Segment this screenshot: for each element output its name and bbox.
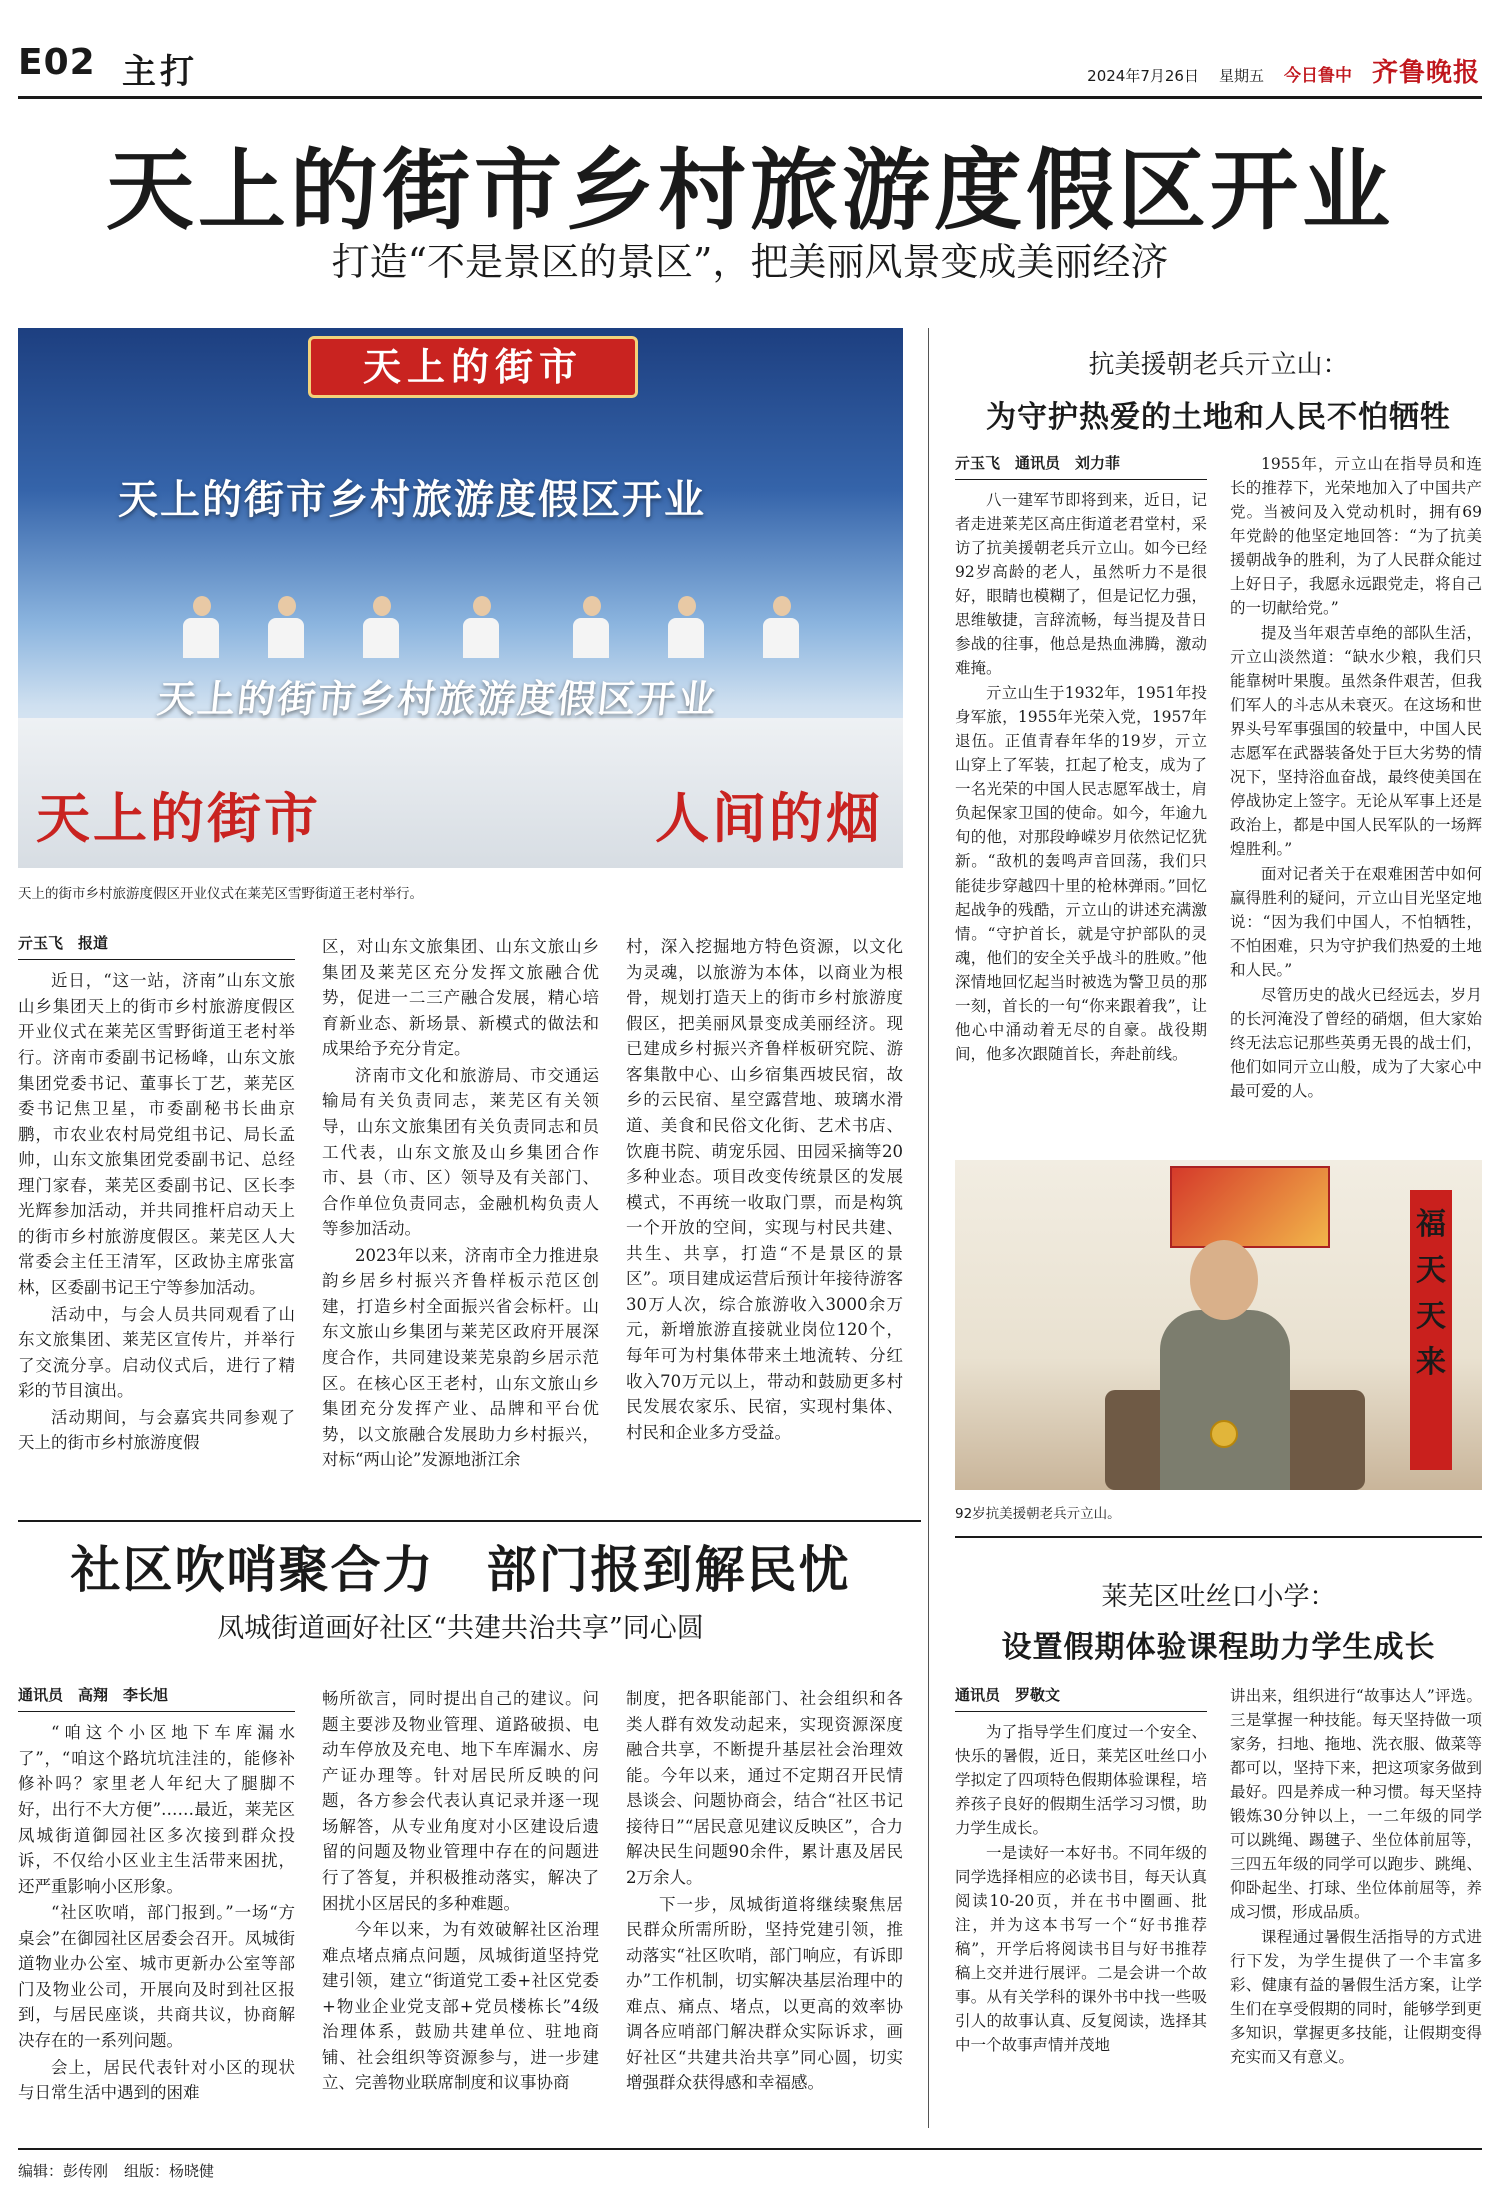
paragraph: 村，深入挖掘地方特色资源，以文化为灵魂，以旅游为本体，以商业为根骨，规划打造天上的街市乡村旅游度假区，把美丽风景变成美丽经济。现已建成乡村振兴齐鲁样板研究院、游客集散中心、山乡宿集西坡民宿，故乡的云民宿、星空露营地、玻璃水滑道、美食和民俗文化街、艺术书店、饮鹿书院、萌宠乐园、田园采摘等20多种业态。项目改变传统景区的发展模式，不再统一收取门票，而是构筑一个开放的空间，实现与村民共建、共生、共享，打造“不是景区的景区”。项目建成运营后预计年接待游客30万人次，综合旅游收入3000余万元，新增旅游直接就业岗位120个，每年可为村集体带来土地流转、分红收入70万元以上，带动和鼓励更多村民发展农家乐、民宿，实现村集体、村民和企业多方受益。 <box>626 937 903 1442</box>
paragraph: “咱这个小区地下车库漏水了”，“咱这个路坑坑洼洼的，能修补修补吗？家里老人年纪大了腿脚不好，出行不大方便”……最近，莱芜区凤城街道御园社区多次接到群众投诉，不仅给小区业主生活带来困扰，还严重影响小区形象。 <box>18 1723 295 1896</box>
masthead <box>0 0 1500 110</box>
second-headline: 社区吹哨聚合力 部门报到解民忧 <box>70 1540 851 1599</box>
side2-byline: 通讯员 罗敬文 <box>955 1684 1207 1712</box>
lead-headline: 天上的街市乡村旅游度假区开业 <box>105 138 1394 242</box>
paragraph: 一是读好一本好书。不同年级的同学选择相应的必读书目，每天认真阅读10-20页，并在书中圈画、批注，并为这本书写一个“好书推荐稿”，开学后将阅读书目与好书推荐稿上交并进行展评。二是会讲一个故事。从有关学科的课外书中找一些吸引人的故事认真、反复阅读，选择其中一个故事声情并茂地 <box>955 1844 1207 2055</box>
edition-name: 今日鲁中 <box>1283 66 1352 86</box>
second-column-2 <box>322 1686 599 2097</box>
paragraph: 课程通过暑假生活指导的方式进行下发，为学生提供了一个丰富多彩、健康有益的暑假生活方案，让学生们在享受假期的同时，能够学到更多知识，掌握更多技能，让假期变得充实而又有意义。 <box>1230 1928 1482 2067</box>
side1-headline: 为守护热爱的土地和人民不怕牺牲 <box>986 400 1451 435</box>
page-number: E02 <box>18 42 96 83</box>
paragraph: 会上，居民代表针对小区的现状与日常生活中遇到的困难 <box>18 2057 295 2103</box>
photo-floor-text-right: 人间的烟 <box>655 786 883 850</box>
issue-date: 2024年7月26日 <box>1087 67 1199 85</box>
paragraph: 亓立山生于1932年，1951年投身军旅，1955年光荣入党，1957年退伍。正值青春年华的19岁，亓立山穿上了军装，扛起了枪支，成为了一名光荣的中国人民志愿军战士，肩负起保家卫国的使命。如今，年逾九旬的他，对那段峥嵘岁月依然记忆犹新。“敌机的轰鸣声音回荡，我们只能徒步穿越四十里的枪林弹雨。”回忆起战争的残酷，亓立山的讲述充满激情。“守护首长，就是守护部队的灵魂，他们的安全关乎战斗的胜败。”他深情地回忆起当时被选为警卫员的那一刻，首长的一句“你来跟着我”，让他心中涌动着无尽的自豪。战役期间，他多次跟随首长，奔赴前线。 <box>955 684 1207 1063</box>
photo-red-scroll: 福天天来 <box>1410 1190 1452 1470</box>
side2-kicker: 莱芜区吐丝口小学： <box>1101 1582 1336 1612</box>
side2-column-2 <box>1230 1684 1482 2070</box>
column-divider <box>928 328 929 2128</box>
side1-column-1 <box>955 452 1207 1067</box>
paragraph: 讲出来，组织进行“故事达人”评选。三是掌握一种技能。每天坚持做一项家务，扫地、拖地、洗衣服、做菜等都可以，坚持下来，把这项家务做到最好。四是养成一种习惯。每天坚持锻炼30分钟以上，一二年级的同学可以跳绳、踢毽子、坐位体前屈等，三四五年级的同学可以跑步、跳绳、仰卧起坐、打球、坐位体前屈等，养成习惯，形成品质。 <box>1230 1687 1482 1922</box>
side2-column-1 <box>955 1684 1207 2058</box>
layout-credit: 组版：杨晓健 <box>124 2162 215 2180</box>
lead-column-3 <box>626 934 903 1446</box>
editor-credit: 编辑：彭传刚 <box>18 2162 109 2180</box>
photo-veteran-body <box>1160 1310 1290 1490</box>
paragraph: 近日，“这一站，济南”山东文旅山乡集团天上的街市乡村旅游度假区开业仪式在莱芜区雪野街道王老村举行。济南市委副书记杨峰，山东文旅集团党委书记、董事长丁艺，莱芜区委书记焦卫星，市委副秘书长曲京鹏，市农业农村局党组书记、局长孟帅，山东文旅集团党委副书记、总经理门家春，莱芜区委副书记、区长李光辉参加活动，并共同推杆启动天上的街市乡村旅游度假区。莱芜区人大常委会主任王清军，区政协主席张富林，区委副书记王宁等参加活动。 <box>18 971 295 1297</box>
photo-person <box>763 596 801 656</box>
lead-byline: 亓玉飞 报道 <box>18 932 295 960</box>
paragraph: 为了指导学生们度过一个安全、快乐的暑假，近日，莱芜区吐丝口小学拟定了四项特色假期体验课程，培养孩子良好的假期生活学习习惯，助力学生成长。 <box>955 1723 1207 1838</box>
paragraph: 1955年，亓立山在指导员和连长的推荐下，光荣地加入了中国共产党。当被问及入党动机时，拥有69年党龄的他坚定地回答：“为了抗美援朝战争的胜利，为了人民群众能过上好日子，我愿永远跟党走，将自己的一切献给党。” <box>1230 455 1482 618</box>
paragraph: 八一建军节即将到来，近日，记者走进莱芜区高庄街道老君堂村，采访了抗美援朝老兵亓立山。如今已经92岁高龄的老人，虽然听力不是很好，眼睛也模糊了，但是记忆力强，思维敏捷，言辞流畅，每当提及昔日参战的往事，他总是热血沸腾，激动难掩。 <box>955 491 1207 678</box>
side1-kicker: 抗美援朝老兵亓立山： <box>1088 350 1349 380</box>
paragraph: 区，对山东文旅集团、山东文旅山乡集团及莱芜区充分发挥文旅融合优势，促进一二三产融合发展，精心培育新业态、新场景、新模式的做法和成果给予充分肯定。 <box>322 937 599 1059</box>
side1-column-2 <box>1230 452 1482 1104</box>
photo-wall-poster <box>1170 1166 1330 1248</box>
photo-person <box>363 596 401 656</box>
footer-rule <box>18 2148 1482 2150</box>
paragraph: 面对记者关于在艰难困苦中如何赢得胜利的疑问，亓立山目光坚定地说：“因为我们中国人，不怕牺牲，不怕困难，只为守护我们热爱的土地和人民。” <box>1230 865 1482 980</box>
lead-photo-caption: 天上的街市乡村旅游度假区开业仪式在莱芜区雪野街道王老村举行。 <box>18 886 423 902</box>
top-rule <box>18 96 1482 99</box>
photo-floor-text-left: 天上的街市 <box>36 786 321 850</box>
paragraph: 今年以来，为有效破解社区治理难点堵点痛点问题，凤城街道坚持党建引领，建立“街道党工委+社区党委+物业企业党支部+党员楼栋长”4级治理体系，鼓励共建单位、驻地商铺、社会组织等资源参与，进一步建立、完善物业联席制度和议事协商 <box>322 1920 599 2093</box>
paragraph: 制度，把各职能部门、社会组织和各类人群有效发动起来，实现资源深度融合共享，不断提升基层社会治理效能。今年以来，通过不定期召开民情恳谈会、问题协商会，结合“社区书记接待日”“居民意见建议反映区”，合力解决民生问题90余件，累计惠及居民2万余人。 <box>626 1689 903 1887</box>
section-divider <box>18 1520 921 1522</box>
photo-person <box>268 596 306 656</box>
photo-banner: 天上的街市 <box>308 336 638 398</box>
paragraph: 畅所欲言，同时提出自己的建议。问题主要涉及物业管理、道路破损、电动车停放及充电、地下车库漏水、房产证办理等。针对居民所反映的问题，各方参会代表认真记录并逐一现场解答，从专业角度对小区建设后遗留的问题及物业管理中存在的问题进行了答复，并积极推动落实，解决了困扰小区居民的多种难题。 <box>322 1689 599 1913</box>
footer <box>18 2160 214 2181</box>
photo-veteran-head <box>1190 1240 1258 1320</box>
second-column-3 <box>626 1686 903 2097</box>
second-subhead: 凤城街道画好社区“共建共治共享”同心圆 <box>217 1613 704 1644</box>
lead-column-2 <box>322 934 599 1474</box>
lead-subhead: 打造“不是景区的景区”，把美丽风景变成美丽经济 <box>331 240 1169 284</box>
paragraph: 济南市文化和旅游局、市交通运输局有关负责同志，莱芜区有关领导，山东文旅集团有关负责同志和员工代表，山东文旅及山乡集团合作市、县（市、区）领导及有关部门、合作单位负责同志，金融机构负责人等参加活动。 <box>322 1065 599 1239</box>
side2-headline: 设置假期体验课程助力学生成长 <box>1001 1630 1436 1665</box>
paragraph: 活动期间，与会嘉宾共同参观了天上的街市乡村旅游度假 <box>18 1407 295 1453</box>
side1-byline: 亓玉飞 通讯员 刘力菲 <box>955 452 1207 480</box>
paragraph: 尽管历史的战火已经远去，岁月的长河淹没了曾经的硝烟，但大家始终无法忘记那些英勇无畏的战士们，他们如同亓立山般，成为了大家心中最可爱的人。 <box>1230 986 1482 1101</box>
photo-screen-title: 天上的街市乡村旅游度假区开业 <box>118 476 706 523</box>
date-line <box>1087 52 1480 89</box>
paragraph: “社区吹哨，部门报到。”一场“方桌会”在御园社区居委会召开。凤城街道物业办公室、城市更新办公室等部门及物业公司，开展向及时到社区报到，与居民座谈，共商共议，协商解决存在的一系列问题。 <box>18 1903 295 2050</box>
photo-person <box>573 596 611 656</box>
lead-photo <box>18 328 903 868</box>
section-name: 主打 <box>122 52 198 92</box>
second-byline: 通讯员 高翔 李长旭 <box>18 1684 295 1712</box>
photo-person <box>463 596 501 656</box>
paragraph: 提及当年艰苦卓绝的部队生活，亓立山淡然道：“缺水少粮，我们只能靠树叶果腹。虽然条件艰苦，但我们军人的斗志从未衰灭。在这场和世界头号军事强国的较量中，中国人民志愿军在武器装备处于巨大劣势的情况下，坚持浴血奋战，最终使美国在停战协定上签字。无论从军事上还是政治上，都是中国人民军队的一场辉煌胜利。” <box>1230 624 1482 859</box>
veteran-photo <box>955 1160 1482 1490</box>
paragraph: 下一步，凤城街道将继续聚焦居民群众所需所盼，坚持党建引领，推动落实“社区吹哨，部门响应，有诉即办”工作机制，切实解决基层治理中的难点、痛点、堵点，以更高的效率协调各应哨部门解决群众实际诉求，画好社区“共建共治共享”同心圆，切实增强群众获得感和幸福感。 <box>626 1894 903 2093</box>
paper-logo: 齐鲁晚报 <box>1371 58 1480 88</box>
photo-person <box>183 596 221 656</box>
second-column-1 <box>18 1684 295 2107</box>
side-divider <box>955 1536 1482 1538</box>
photo-medal <box>1210 1420 1238 1448</box>
photo-person <box>668 596 706 656</box>
photo-stage-title: 天上的街市乡村旅游度假区开业 <box>155 676 721 721</box>
paragraph: 活动中，与会人员共同观看了山东文旅集团、莱芜区宣传片，并举行了交流分享。启动仪式后，进行了精彩的节目演出。 <box>18 1304 295 1401</box>
lead-column-1 <box>18 932 295 1457</box>
paragraph: 2023年以来，济南市全力推进泉韵乡居乡村振兴齐鲁样板示范区创建，打造乡村全面振兴省会标杆。山东文旅山乡集团与莱芜区政府开展深度合作，共同建设莱芜泉韵乡居示范区。在核心区王老村，山东文旅山乡集团充分发挥产业、品牌和平台优势，以文旅融合发展助力乡村振兴，对标“两山论”发源地浙江余 <box>322 1245 599 1470</box>
issue-weekday: 星期五 <box>1218 67 1264 85</box>
veteran-photo-caption: 92岁抗美援朝老兵亓立山。 <box>955 1506 1121 1522</box>
